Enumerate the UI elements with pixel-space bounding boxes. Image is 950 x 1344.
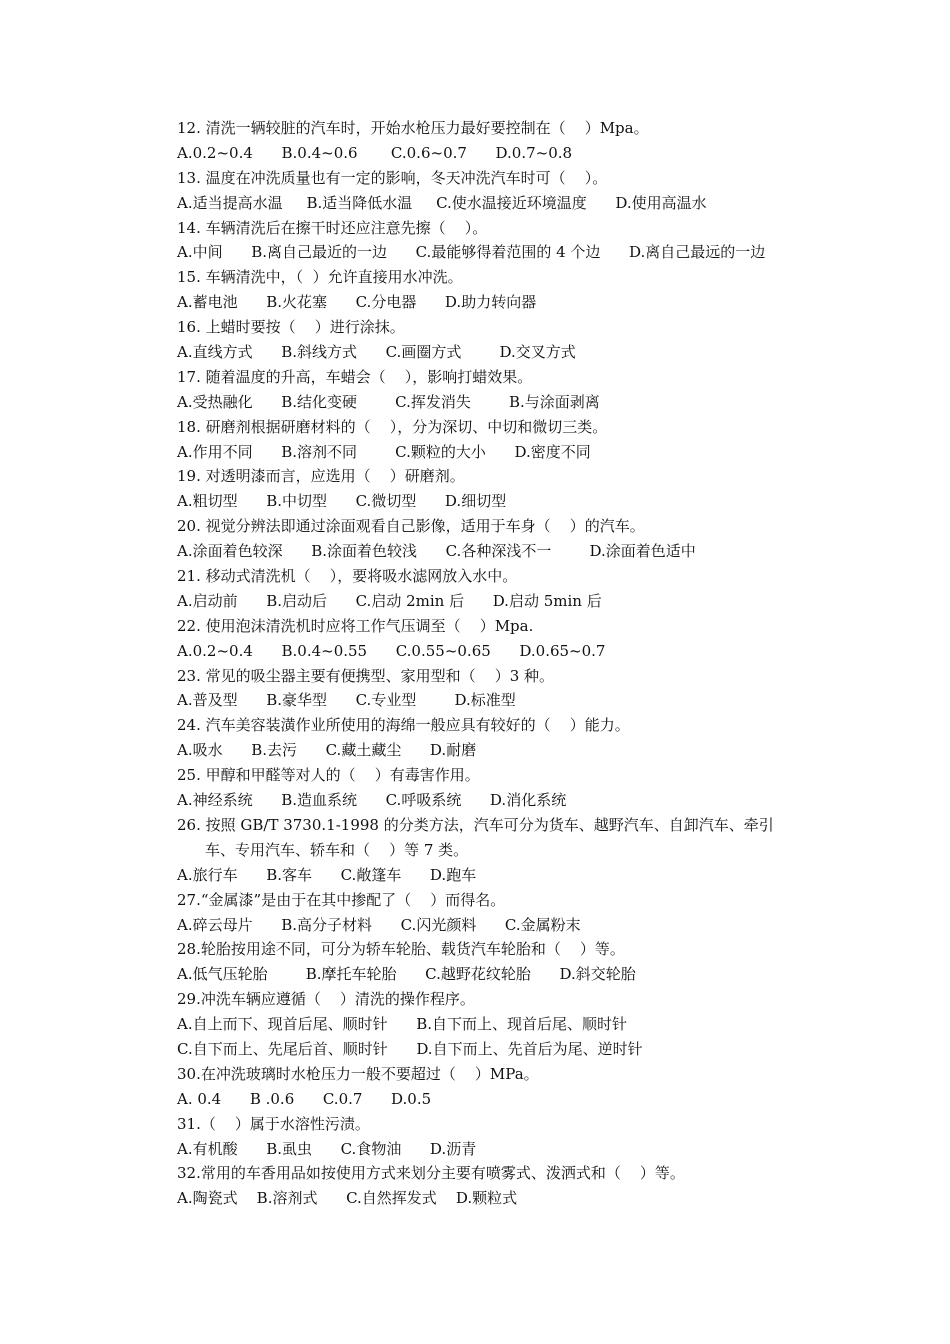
answer-options: A.0.2~0.4 B.0.4~0.55 C.0.55~0.65 D.0.65~0.7 bbox=[177, 641, 606, 660]
answer-options: A.0.2~0.4 B.0.4~0.6 C.0.6~0.7 D.0.7~0.8 bbox=[177, 143, 573, 162]
answer-options: A.神经系统 B.造血系统 C.呼吸系统 D.消化系统 bbox=[177, 791, 567, 810]
answer-options: A.有机酸 B.虱虫 C.食物油 D.沥青 bbox=[177, 1139, 477, 1158]
answer-options: A.旅行车 B.客车 C.敞篷车 D.跑车 bbox=[177, 865, 477, 884]
answer-options: C.自下而上、先尾后首、顺时针 D.自下而上、先首后为尾、逆时针 bbox=[177, 1039, 643, 1058]
answer-options: A.涂面着色较深 B.涂面着色较浅 C.各种深浅不一 D.涂面着色适中 bbox=[177, 542, 696, 561]
question-list bbox=[177, 116, 827, 1211]
question-text: 31.（ ）属于水溶性污渍。 bbox=[177, 1114, 370, 1133]
answer-options: A.适当提高水温 B.适当降低水温 C.使水温接近环境温度 D.使用高温水 bbox=[177, 193, 707, 212]
answer-options: A.普及型 B.豪华型 C.专业型 D.标准型 bbox=[177, 691, 516, 710]
question-text: 20. 视觉分辨法即通过涂面观看自己影像，适用于车身（ ）的汽车。 bbox=[177, 517, 645, 536]
answer-options: A.碎云母片 B.高分子材料 C.闪光颜料 C.金属粉末 bbox=[177, 915, 581, 934]
question-text: 15. 车辆清洗中，（ ）允许直接用水冲洗。 bbox=[177, 268, 463, 287]
answer-options: A.启动前 B.启动后 C.启动 2min 后 D.启动 5min 后 bbox=[177, 591, 602, 610]
question-continuation: 车、专用汽车、轿车和（ ）等 7 类。 bbox=[205, 840, 469, 859]
question-text: 21. 移动式清洗机（ ），要将吸水滤网放入水中。 bbox=[177, 567, 518, 586]
answer-options: A.低气压轮胎 B.摩托车轮胎 C.越野花纹轮胎 D.斜交轮胎 bbox=[177, 965, 636, 984]
answer-options: A.粗切型 B.中切型 C.微切型 D.细切型 bbox=[177, 492, 507, 511]
answer-options: A.直线方式 B.斜线方式 C.画圈方式 D.交叉方式 bbox=[177, 343, 576, 362]
question-text: 28.轮胎按用途不同，可分为轿车轮胎、载货汽车轮胎和（ ）等。 bbox=[177, 940, 625, 959]
question-text: 14. 车辆清洗后在擦干时还应注意先擦（ ）。 bbox=[177, 218, 488, 237]
question-text: 13. 温度在冲洗质量也有一定的影响，冬天冲洗汽车时可（ ）。 bbox=[177, 168, 608, 187]
question-text: 26. 按照 GB/T 3730.1-1998 的分类方法，汽车可分为货车、越野汽车、自卸汽车、牵引 bbox=[177, 815, 774, 834]
question-text: 25. 甲醇和甲醛等对人的（ ）有毒害作用。 bbox=[177, 766, 480, 785]
question-text: 27.“金属漆”是由于在其中掺配了（ ）而得名。 bbox=[177, 890, 506, 909]
answer-options: A. 0.4 B .0.6 C.0.7 D.0.5 bbox=[177, 1089, 432, 1108]
answer-options: A.作用不同 B.溶剂不同 C.颗粒的大小 D.密度不同 bbox=[177, 442, 591, 461]
question-text: 17. 随着温度的升高，车蜡会（ ），影响打蜡效果。 bbox=[177, 367, 533, 386]
question-text: 30.在冲洗玻璃时水枪压力一般不要超过（ ）MPa。 bbox=[177, 1064, 539, 1083]
question-text: 12. 清洗一辆较脏的汽车时，开始水枪压力最好要控制在（ ）Mpa。 bbox=[177, 119, 649, 137]
answer-options: A.自上而下、现首后尾、顺时针 B.自下而上、现首后尾、顺时针 bbox=[177, 1015, 628, 1034]
question-text: 23. 常见的吸尘器主要有便携型、家用型和（ ）3 种。 bbox=[177, 666, 555, 685]
question-text: 19. 对透明漆而言，应选用（ ）研磨剂。 bbox=[177, 467, 465, 486]
answer-options: A.中间 B.离自己最近的一边 C.最能够得着范围的 4 个边 D.离自己最远的一边 bbox=[177, 243, 766, 262]
answer-options: A.蓄电池 B.火花塞 C.分电器 D.助力转向器 bbox=[177, 293, 537, 312]
question-text: 24. 汽车美容装潢作业所使用的海绵一般应具有较好的（ ）能力。 bbox=[177, 716, 630, 735]
question-text: 29.冲洗车辆应遵循（ ）清洗的操作程序。 bbox=[177, 990, 475, 1009]
question-text: 22. 使用泡沫清洗机时应将工作气压调至（ ）Mpa. bbox=[177, 616, 534, 635]
answer-options: A.吸水 B.去污 C.藏土藏尘 D.耐磨 bbox=[177, 741, 477, 760]
answer-options: A.陶瓷式 B.溶剂式 C.自然挥发式 D.颗粒式 bbox=[177, 1189, 518, 1208]
question-text: 18. 研磨剂根据研磨材料的（ ），分为深切、中切和微切三类。 bbox=[177, 417, 608, 436]
question-text: 32.常用的车香用品如按使用方式来划分主要有喷雾式、泼洒式和（ ）等。 bbox=[177, 1164, 685, 1183]
question-text: 16. 上蜡时要按（ ）进行涂抹。 bbox=[177, 318, 405, 337]
answer-options: A.受热融化 B.结化变硬 C.挥发消失 B.与涂面剥离 bbox=[177, 392, 600, 411]
